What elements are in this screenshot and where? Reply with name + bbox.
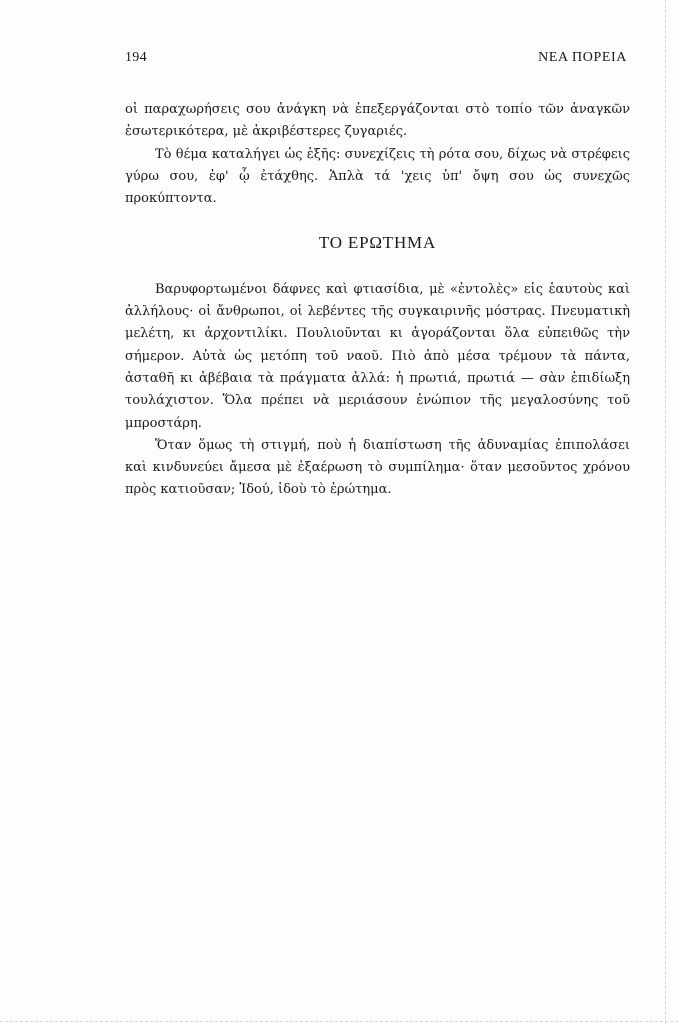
paragraph-continued: οἱ παραχωρήσεις σου ἀνάγκη νὰ ἐπεξεργάζονται στὸ τοπίο τῶν ἀναγκῶν ἐσωτερικότερα, μὲ ἀκριβέστερες ζυγαριές.	[125, 102, 630, 140]
page-edge-bottom	[0, 1021, 678, 1022]
page-edge-right	[665, 0, 666, 1024]
page-number: 194	[125, 50, 147, 65]
running-header	[125, 50, 627, 72]
paragraph: Βαρυφορτωμένοι δάφνες καὶ φτιασίδια, μὲ «ἐντολὲς» εἰς ἑαυτοὺς καὶ ἀλλήλους· οἱ ἄνθρωποι, οἱ λεβέντες τῆς συγκαιρινῆς μόστρας. Πνευματικὴ μελέτη, κι ἀρχοντιλίκι. Πουλιοῦνται κι ἀγοράζονται ὅλα εὐπειθῶς τὴν σήμερον. Αὐτὰ ὡς μετόπη τοῦ ναοῦ. Πιὸ ἀπὸ μέσα τρέμουν τὰ πάντα, ἀσταθῆ κι ἀβέβαια τὰ πράγματα ἀλλά: ἡ πρωτιά, πρωτιά — σὰν ἐπιδίωξη τουλάχιστον. Ὅλα πρέπει νὰ μεριάσουν ἐνώπιον τῆς μεγαλοσύνης τοῦ μπροστάρη.	[125, 281, 630, 431]
journal-title: ΝΕΑ ΠΟΡΕΙΑ	[538, 50, 627, 65]
section-title: ΤΟ ΕΡΩΤΗΜΑ	[318, 233, 437, 253]
paragraph: Τὸ θέμα καταλήγει ὡς ἑξῆς: συνεχίζεις τὴ ρότα σου, δίχως νὰ στρέφεις γύρω σου, ἐφ' ᾧ ἐτάχθης. Ἁπλὰ τά 'χεις ὑπ' ὄψη σου ὡς συνεχῶς προκύπτοντα.	[125, 146, 630, 207]
paragraph: Ὅταν ὅμως τὴ στιγμή, ποὺ ἡ διαπίστωση τῆς ἀδυναμίας ἐπιπολάσει καὶ κινδυνεύει ἄμεσα μὲ ἐξαέρωση τὸ συμπίλημα· ὅταν μεσοῦντος χρόνου πρὸς κατιοῦσαν; Ἰδού, ἰδοὺ τὸ ἐρώτημα.	[125, 437, 630, 498]
text-body	[125, 99, 630, 502]
